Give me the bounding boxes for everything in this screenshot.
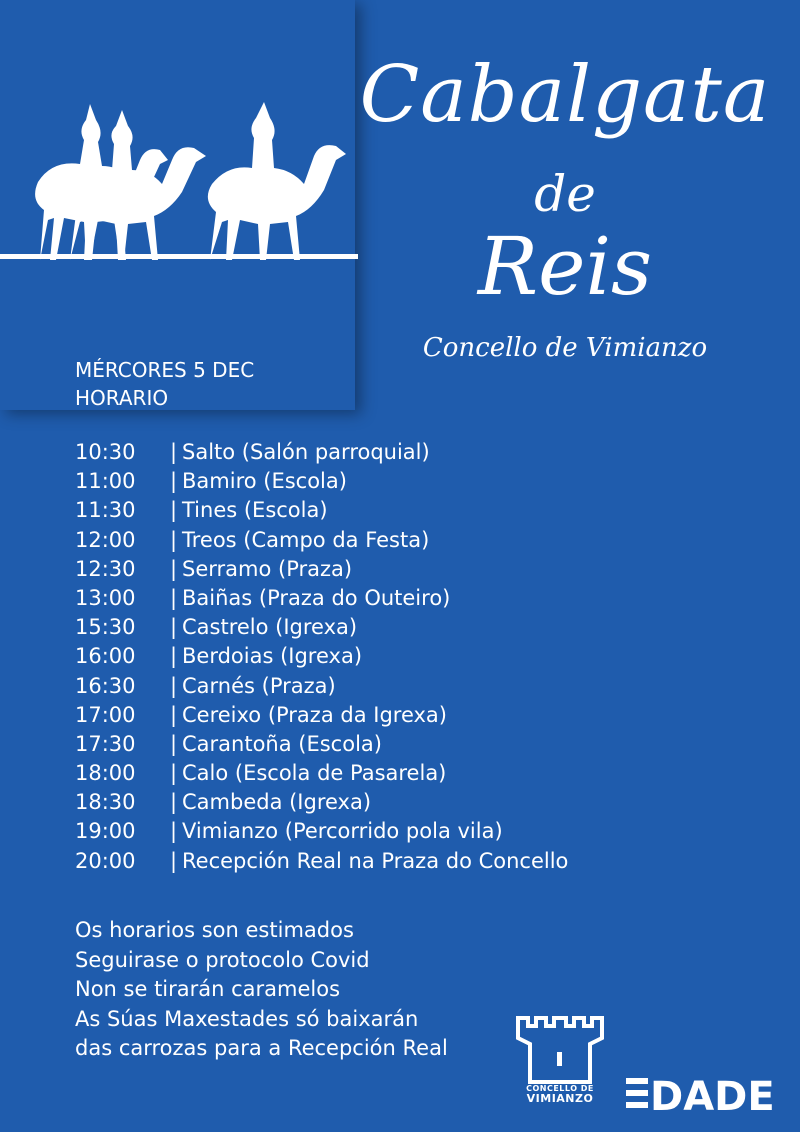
schedule-time: 16:00 [75, 644, 136, 669]
schedule-row [75, 788, 568, 817]
title-cabalgata: Cabalgata [359, 50, 771, 140]
concello-vimianzo-logo [510, 1012, 610, 1112]
schedule-row [75, 672, 568, 701]
schedule-row [75, 496, 568, 525]
schedule-time: 13:00 [75, 585, 136, 610]
schedule-time: 16:30 [75, 673, 136, 698]
schedule-time: 15:30 [75, 615, 136, 640]
schedule-separator: | [170, 848, 178, 873]
note-line: das carrozas para a Recepción Real [75, 1036, 448, 1060]
schedule-row [75, 847, 568, 876]
castle-tower-icon [510, 1012, 610, 1084]
note-line: As Súas Maxestades só baixarán [75, 1006, 419, 1031]
event-date-block [75, 356, 254, 412]
dade-logo [626, 1066, 786, 1122]
schedule-place: Bamiro (Escola) [182, 469, 347, 494]
schedule-separator: | [170, 440, 178, 464]
vimianzo-logo-line1: CONCELLO DE [526, 1084, 594, 1093]
schedule-time: 18:30 [75, 790, 136, 815]
schedule-time: 10:30 [75, 440, 136, 464]
schedule-row [75, 555, 568, 584]
schedule-separator: | [170, 731, 178, 756]
note-line: Seguirase o protocolo Covid [75, 947, 370, 972]
schedule-place: Baiñas (Praza do Outeiro) [182, 585, 451, 610]
schedule-row [75, 730, 568, 759]
schedule-row [75, 613, 568, 642]
three-kings-camels-illustration [0, 90, 358, 270]
note-line: Non se tirarán caramelos [75, 977, 341, 1001]
schedule-separator: | [170, 702, 178, 727]
schedule-time: 20:00 [75, 848, 136, 873]
schedule-place: Cambeda (Igrexa) [182, 790, 372, 815]
schedule-row [75, 759, 568, 788]
schedule-place: Berdoias (Igrexa) [182, 644, 363, 669]
vimianzo-logo-line2: VIMIANZO [526, 1092, 594, 1105]
schedule-time: 18:00 [75, 761, 136, 786]
schedule-label: HORARIO [75, 386, 169, 410]
schedule-place: Calo (Escola de Pasarela) [182, 761, 447, 786]
schedule-place: Serramo (Praza) [182, 556, 353, 581]
title-reis: Reis [477, 220, 653, 313]
schedule-separator: | [170, 615, 178, 640]
dade-logo-text: DADE [650, 1074, 775, 1120]
schedule-separator: | [170, 761, 178, 786]
schedule-separator: | [170, 790, 178, 815]
schedule-place: Cereixo (Praza da Igrexa) [182, 702, 447, 727]
subtitle-concello: Concello de Vimianzo [422, 333, 708, 363]
schedule-separator: | [170, 498, 178, 523]
note-line: Os horarios son estimados [75, 918, 354, 942]
schedule-separator: | [170, 819, 178, 844]
event-date: MÉRCORES 5 DEC [75, 358, 255, 382]
schedule-row [75, 584, 568, 613]
schedule-list [75, 438, 568, 876]
schedule-time: 11:30 [75, 498, 136, 523]
schedule-place: Recepción Real na Praza do Concello [182, 848, 569, 873]
schedule-place: Treos (Campo da Festa) [182, 527, 430, 552]
schedule-row [75, 642, 568, 671]
schedule-time: 17:00 [75, 702, 136, 727]
schedule-place: Carnés (Praza) [182, 673, 336, 698]
schedule-row [75, 467, 568, 496]
schedule-time: 11:00 [75, 469, 136, 494]
schedule-separator: | [170, 585, 178, 610]
schedule-row [75, 438, 568, 467]
schedule-place: Salto (Salón parroquial) [182, 440, 430, 464]
schedule-row [75, 526, 568, 555]
vimianzo-logo-text [510, 1084, 610, 1104]
schedule-place: Carantoña (Escola) [182, 731, 382, 756]
schedule-time: 12:00 [75, 527, 136, 552]
schedule-time: 12:30 [75, 556, 136, 581]
camel-rider-3 [208, 102, 346, 260]
schedule-separator: | [170, 673, 178, 698]
schedule-separator: | [170, 644, 178, 669]
schedule-separator: | [170, 556, 178, 581]
schedule-separator: | [170, 527, 178, 552]
schedule-row [75, 701, 568, 730]
notes-block [75, 916, 448, 1064]
schedule-place: Vimianzo (Percorrido pola vila) [182, 819, 503, 844]
schedule-place: Tines (Escola) [182, 498, 328, 523]
title-de: de [534, 165, 596, 223]
schedule-separator: | [170, 469, 178, 494]
schedule-time: 19:00 [75, 819, 136, 844]
schedule-row [75, 817, 568, 846]
schedule-time: 17:30 [75, 731, 136, 756]
schedule-place: Castrelo (Igrexa) [182, 615, 358, 640]
